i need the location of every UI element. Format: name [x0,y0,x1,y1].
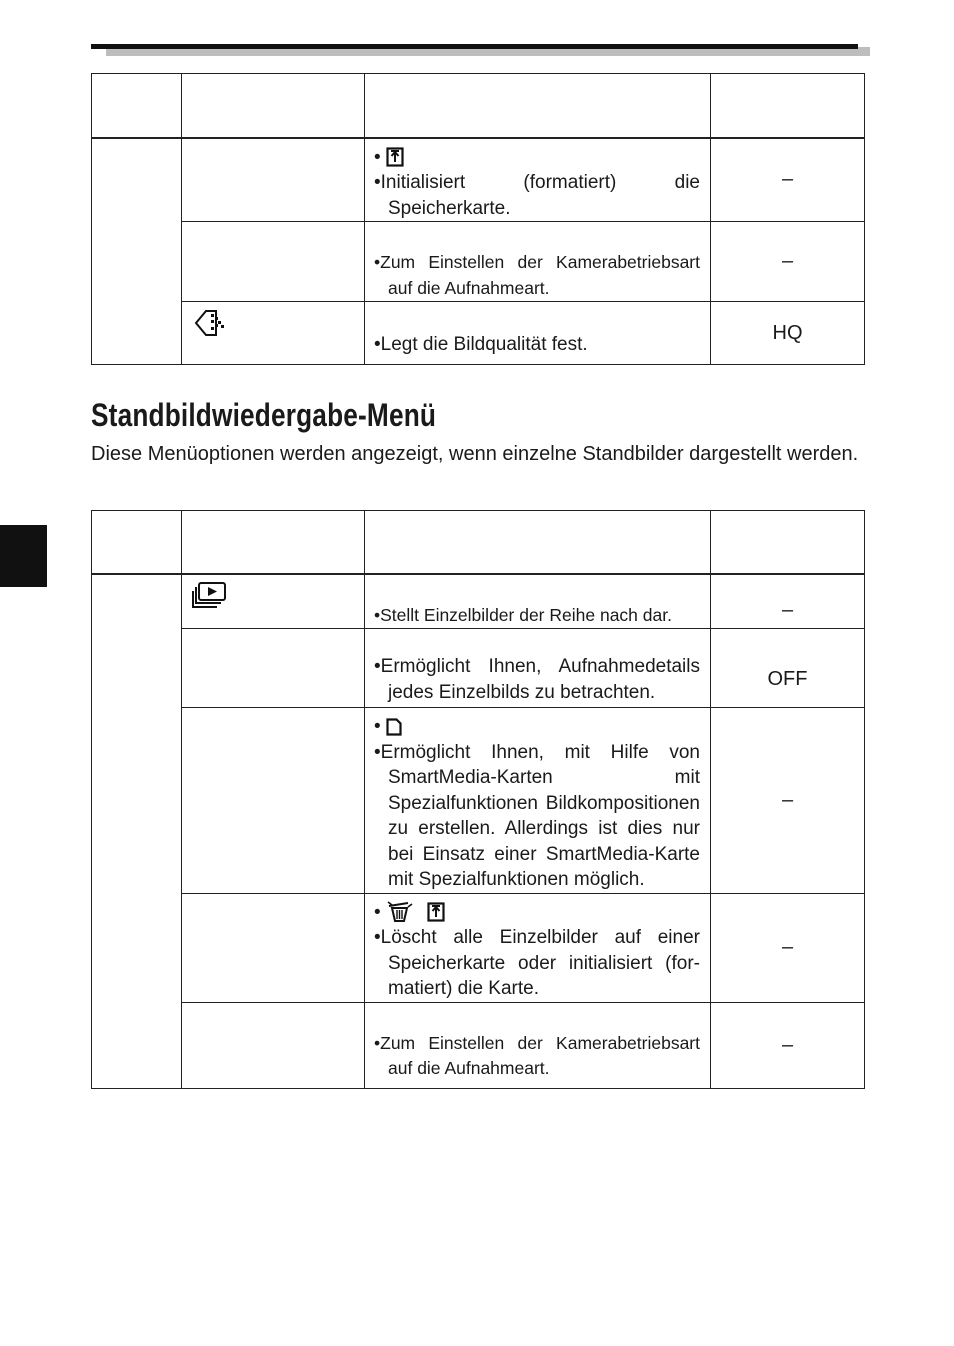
item-cell [182,893,365,1002]
item-cell [182,629,365,708]
item-cell [182,574,365,629]
table-row [92,1002,865,1088]
default-value: – [711,574,865,629]
icon-line: • [374,145,700,171]
table-row [92,302,865,365]
playback-menu-table [91,510,865,1089]
section-intro: Diese Menüoptionen werden angezeigt, wenn einzelne Standbilder dargestellt werden. [91,443,859,465]
table-row [92,222,865,302]
table-row [92,138,865,222]
description-text: •Ermöglicht Ihnen, Aufnahmedetails jedes Einzelbilds zu betrachten. [374,656,700,703]
group-cell [92,138,182,365]
table-row [92,708,865,894]
table-header-row [92,511,865,574]
description-text: •Initialisiert (formatiert) die Speicherkarte. [374,172,700,219]
card-format-icon [386,147,404,167]
default-value: HQ [711,302,865,365]
description-cell [365,302,711,365]
table-header-row [92,74,865,138]
description-cell [365,222,711,302]
slideshow-icon [192,581,228,609]
default-value: OFF [711,629,865,708]
description-text: •Ermöglicht Ihnen, mit Hilfe von SmartMedia-Karten mit Spezialfunktionen Bildkompositionen zu erstellen. Allerdings ist dies nur bei Einsatz einer SmartMedia-Karte mit Spezialfunktionen möglich. [374,741,700,890]
shooting-menu-table [91,73,865,365]
item-cell [182,222,365,302]
item-cell [182,302,365,365]
description-cell [365,629,711,708]
default-value: – [711,1002,865,1088]
smartmedia-card-icon [386,718,402,736]
description-cell [365,138,711,222]
description-cell [365,708,711,894]
default-value: – [711,708,865,894]
item-cell [182,708,365,894]
default-value: – [711,222,865,302]
section-title: Standbildwiedergabe-Menü [91,397,437,433]
icon-line: • [374,900,700,926]
chapter-side-tab [0,525,47,587]
description-text: •Stellt Einzelbilder der Reihe nach dar. [374,604,672,625]
description-cell [365,574,711,629]
description-cell [365,893,711,1002]
top-rule [91,44,858,49]
description-text: •Legt die Bildqualität fest. [374,334,588,355]
description-text: •Zum Einstellen der Kamerabetriebsart auf die Aufnahmeart. [374,1032,700,1078]
card-format-icon [427,902,445,922]
table-row [92,893,865,1002]
table-row [92,629,865,708]
group-cell [92,574,182,1089]
item-cell [182,1002,365,1088]
table-row [92,574,865,629]
erase-all-icon [386,901,414,923]
description-text: •Zum Einstellen der Kamerabetriebsart auf die Aufnahmeart. [374,252,700,298]
description-cell [365,1002,711,1088]
image-quality-icon [192,308,228,338]
item-cell [182,138,365,222]
default-value: – [711,138,865,222]
description-text: •Löscht alle Einzelbilder auf einer Speicherkarte oder initialisiert (for-matiert) die Karte. [374,927,700,999]
icon-line: • [374,714,700,740]
default-value: – [711,893,865,1002]
